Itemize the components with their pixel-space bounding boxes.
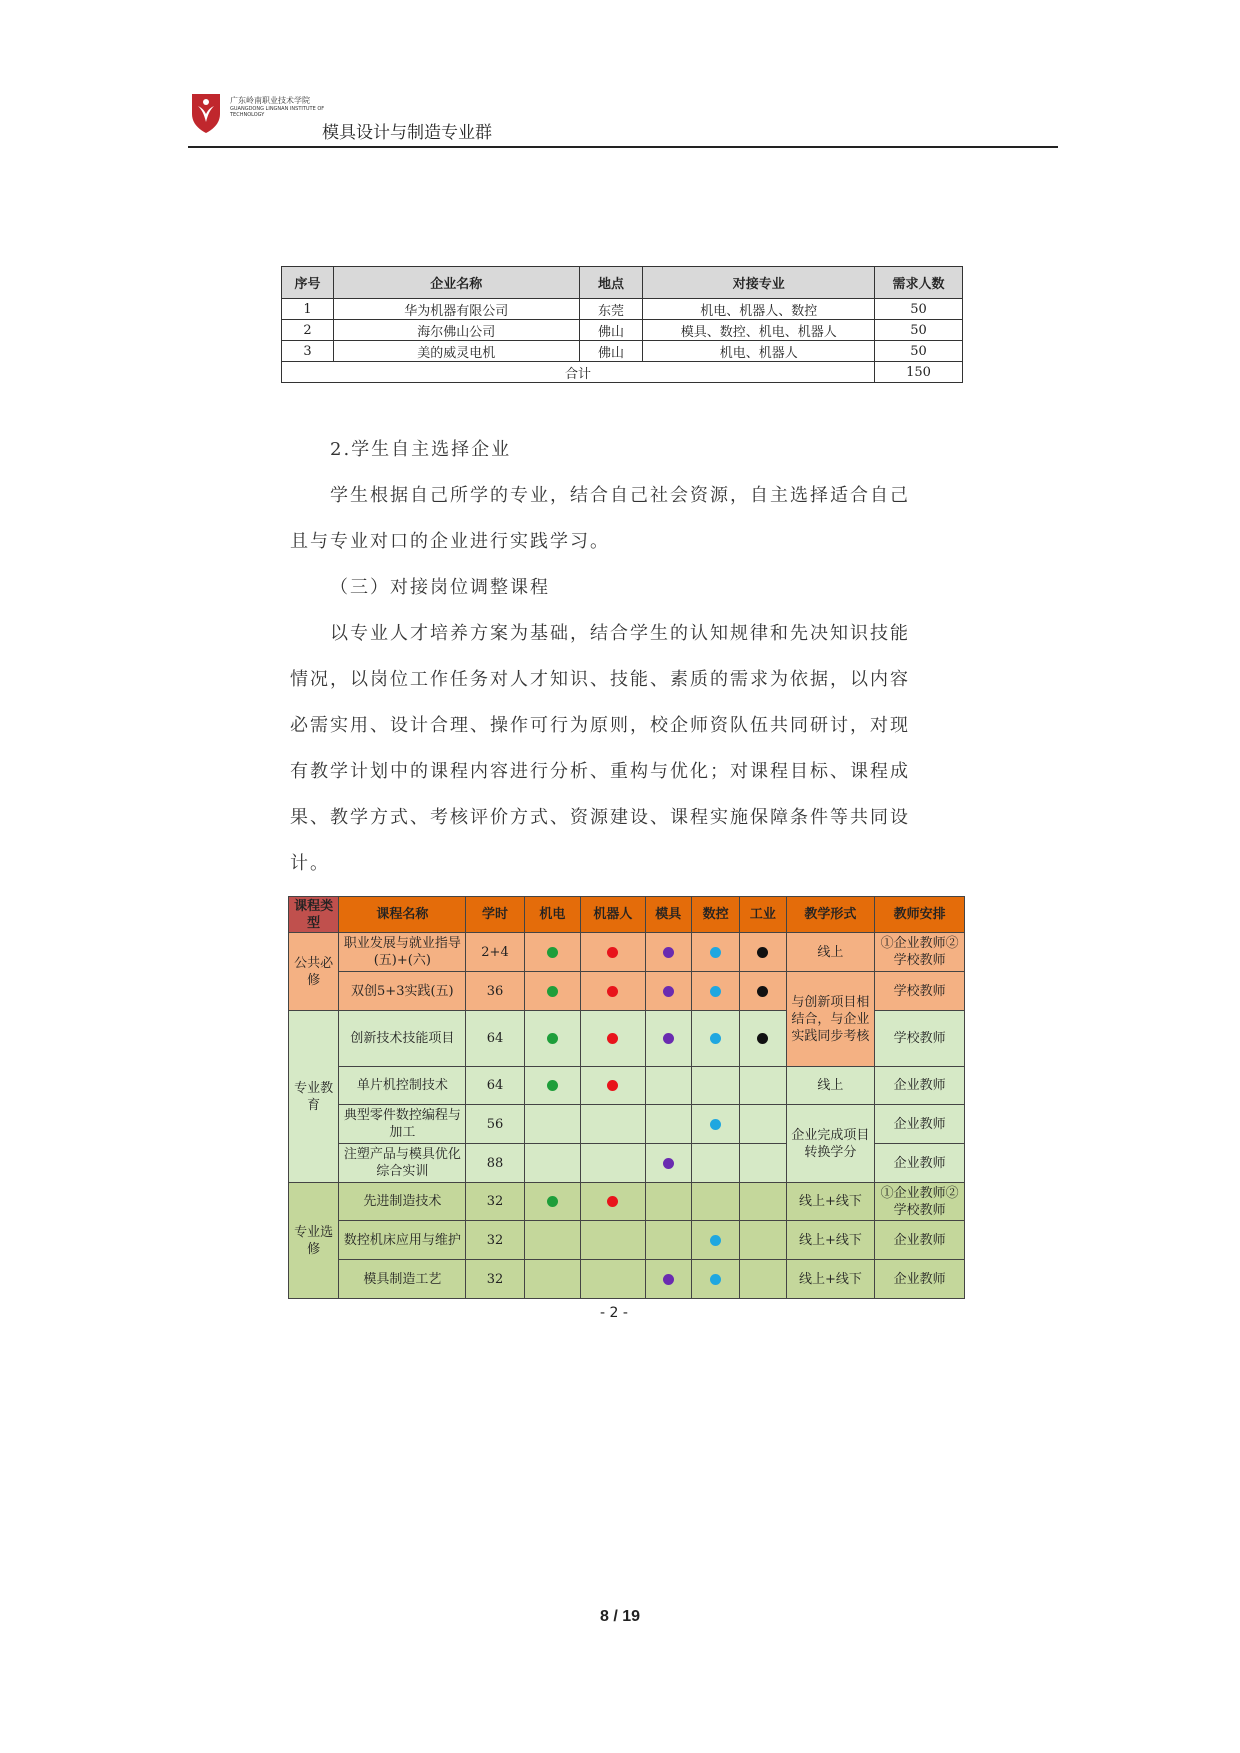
jidian-dot	[547, 1196, 558, 1207]
dot-cell	[581, 1144, 645, 1183]
course-hours: 32	[466, 1260, 524, 1299]
industry-dot	[757, 1033, 768, 1044]
paragraph-line: 以专业人才培养方案为基础，结合学生的认知规律和先决知识技能	[330, 623, 910, 644]
dot-cell	[691, 1144, 739, 1183]
teacher-arrangement: 企业教师	[875, 1067, 965, 1105]
dot-cell	[645, 1260, 691, 1299]
jidian-dot	[547, 986, 558, 997]
paragraph-line: 学生根据自己所学的专业，结合自己社会资源，自主选择适合自己	[330, 485, 910, 506]
mold-dot	[663, 947, 674, 958]
jidian-dot	[547, 1080, 558, 1091]
course-hours: 32	[466, 1221, 524, 1260]
course-table-header	[289, 897, 965, 933]
mold-dot	[663, 1274, 674, 1285]
school-name-en: GUANGDONG LINGNAN INSTITUTE OF TECHNOLOGY	[230, 106, 325, 118]
dot-cell	[645, 1221, 691, 1260]
dot-cell	[740, 1067, 786, 1105]
dot-cell	[691, 1067, 739, 1105]
dot-cell	[691, 1221, 739, 1260]
dot-cell	[581, 1067, 645, 1105]
dot-cell	[645, 1144, 691, 1183]
dot-cell	[645, 972, 691, 1011]
page-number: - 2 -	[600, 1305, 628, 1321]
course-name: 典型零件数控编程与加工	[339, 1105, 466, 1144]
total-value: 150	[875, 362, 963, 383]
table-cell: 2	[282, 320, 334, 341]
table-cell: 海尔佛山公司	[333, 320, 579, 341]
paragraph-line: 情况，以岗位工作任务对人才知识、技能、素质的需求为依据，以内容	[290, 669, 910, 690]
industry-dot	[757, 947, 768, 958]
robot-dot	[607, 986, 618, 997]
header-cell: 地点	[579, 267, 643, 299]
header-cell: 数控	[691, 897, 739, 933]
table-cell: 50	[875, 320, 963, 341]
header-title: 模具设计与制造专业群	[322, 123, 492, 143]
course-hours: 88	[466, 1144, 524, 1183]
table-cell: 佛山	[579, 320, 643, 341]
teaching-form: 企业完成项目转换学分	[786, 1105, 875, 1183]
dot-cell	[524, 1105, 580, 1144]
course-name: 模具制造工艺	[339, 1260, 466, 1299]
course-hours: 2+4	[466, 933, 524, 972]
header-cell: 需求人数	[875, 267, 963, 299]
dot-cell	[645, 1183, 691, 1221]
dot-cell	[645, 933, 691, 972]
table-row	[282, 299, 963, 320]
dot-cell	[581, 1183, 645, 1221]
table-row	[289, 972, 965, 1011]
enterprise-table	[281, 266, 963, 383]
dot-cell	[645, 1067, 691, 1105]
teaching-form: 与创新项目相结合，与企业实践同步考核	[786, 972, 875, 1067]
enterprise-table-header	[282, 267, 963, 299]
dot-cell	[524, 1260, 580, 1299]
course-hours: 56	[466, 1105, 524, 1144]
table-row	[289, 933, 965, 972]
teaching-form: 线上+线下	[786, 1221, 875, 1260]
school-name-cn: 广东岭南职业技术学院	[230, 96, 310, 105]
dot-cell	[740, 933, 786, 972]
dot-cell	[524, 972, 580, 1011]
table-row	[289, 1067, 965, 1105]
robot-dot	[607, 1196, 618, 1207]
dot-cell	[581, 933, 645, 972]
table-cell: 东莞	[579, 299, 643, 320]
header-cell: 机器人	[581, 897, 645, 933]
paragraph-line: 且与专业对口的企业进行实践学习。	[290, 531, 610, 552]
total-row	[282, 362, 963, 383]
paragraph-line: 有教学计划中的课程内容进行分析、重构与优化；对课程目标、课程成	[290, 761, 910, 782]
table-row	[282, 341, 963, 362]
dot-cell	[740, 1221, 786, 1260]
robot-dot	[607, 1033, 618, 1044]
section-heading-2: 2.学生自主选择企业	[330, 439, 512, 460]
header-cell: 教学形式	[786, 897, 875, 933]
table-row	[289, 1105, 965, 1144]
school-crest-icon	[190, 92, 222, 134]
teacher-arrangement: 企业教师	[875, 1105, 965, 1144]
dot-cell	[740, 972, 786, 1011]
dot-cell	[740, 1144, 786, 1183]
cnc-dot	[710, 1274, 721, 1285]
dot-cell	[691, 933, 739, 972]
dot-cell	[645, 1011, 691, 1067]
cnc-dot	[710, 1119, 721, 1130]
header-cell: 学时	[466, 897, 524, 933]
table-row	[289, 1260, 965, 1299]
header-cell: 机电	[524, 897, 580, 933]
dot-cell	[691, 1011, 739, 1067]
mold-dot	[663, 1033, 674, 1044]
category-cell: 公共必修	[289, 933, 339, 1011]
course-name: 创新技术技能项目	[339, 1011, 466, 1067]
robot-dot	[607, 947, 618, 958]
teacher-arrangement: 企业教师	[875, 1221, 965, 1260]
header-cell: 模具	[645, 897, 691, 933]
dot-cell	[691, 1105, 739, 1144]
header-cell: 序号	[282, 267, 334, 299]
dot-cell	[524, 1144, 580, 1183]
table-cell: 50	[875, 299, 963, 320]
course-name: 数控机床应用与维护	[339, 1221, 466, 1260]
dot-cell	[740, 1011, 786, 1067]
dot-cell	[524, 1067, 580, 1105]
cnc-dot	[710, 1033, 721, 1044]
teacher-arrangement: 学校教师	[875, 1011, 965, 1067]
table-cell: 美的威灵电机	[333, 341, 579, 362]
page-header	[188, 88, 1058, 148]
course-hours: 64	[466, 1067, 524, 1105]
table-cell: 机电、机器人	[643, 341, 875, 362]
cnc-dot	[710, 1235, 721, 1246]
table-row	[282, 320, 963, 341]
section-heading-3: （三）对接岗位调整课程	[330, 577, 550, 598]
dot-cell	[691, 1260, 739, 1299]
dot-cell	[524, 1221, 580, 1260]
dot-cell	[740, 1260, 786, 1299]
dot-cell	[581, 1221, 645, 1260]
teacher-arrangement: 学校教师	[875, 972, 965, 1011]
header-cell: 教师安排	[875, 897, 965, 933]
course-name: 注塑产品与模具优化综合实训	[339, 1144, 466, 1183]
jidian-dot	[547, 947, 558, 958]
course-hours: 64	[466, 1011, 524, 1067]
header-cell: 工业	[740, 897, 786, 933]
dot-cell	[645, 1105, 691, 1144]
table-cell: 1	[282, 299, 334, 320]
dot-cell	[691, 972, 739, 1011]
teacher-arrangement: ①企业教师②学校教师	[875, 933, 965, 972]
course-name: 先进制造技术	[339, 1183, 466, 1221]
jidian-dot	[547, 1033, 558, 1044]
teacher-arrangement: 企业教师	[875, 1144, 965, 1183]
dot-cell	[581, 1260, 645, 1299]
dot-cell	[524, 1011, 580, 1067]
industry-dot	[757, 986, 768, 997]
dot-cell	[524, 1183, 580, 1221]
category-cell: 专业教育	[289, 1011, 339, 1183]
dot-cell	[691, 1183, 739, 1221]
table-cell: 华为机器有限公司	[333, 299, 579, 320]
total-label: 合计	[282, 362, 875, 383]
table-cell: 机电、机器人、数控	[643, 299, 875, 320]
dot-cell	[581, 1011, 645, 1067]
paragraph-line: 计。	[290, 853, 330, 874]
teaching-form: 线上+线下	[786, 1260, 875, 1299]
course-table	[288, 896, 965, 1299]
teacher-arrangement: 企业教师	[875, 1260, 965, 1299]
dot-cell	[581, 1105, 645, 1144]
cnc-dot	[710, 986, 721, 997]
dot-cell	[740, 1183, 786, 1221]
teaching-form: 线上+线下	[786, 1183, 875, 1221]
table-cell: 模具、数控、机电、机器人	[643, 320, 875, 341]
teaching-form: 线上	[786, 933, 875, 972]
header-cell: 对接专业	[643, 267, 875, 299]
header-cell: 课程类型	[289, 897, 339, 933]
table-cell: 佛山	[579, 341, 643, 362]
teacher-arrangement: ①企业教师②学校教师	[875, 1183, 965, 1221]
table-cell: 50	[875, 341, 963, 362]
course-name: 双创5+3实践(五)	[339, 972, 466, 1011]
table-row	[289, 1221, 965, 1260]
paragraph-line: 必需实用、设计合理、操作可行为原则，校企师资队伍共同研讨，对现	[290, 715, 910, 736]
dot-cell	[581, 972, 645, 1011]
paragraph-line: 果、教学方式、考核评价方式、资源建设、课程实施保障条件等共同设	[290, 807, 910, 828]
pdf-pager: 8 / 19	[599, 1608, 641, 1625]
course-name: 单片机控制技术	[339, 1067, 466, 1105]
header-cell: 课程名称	[339, 897, 466, 933]
mold-dot	[663, 986, 674, 997]
table-row	[289, 1183, 965, 1221]
cnc-dot	[710, 947, 721, 958]
header-cell: 企业名称	[333, 267, 579, 299]
teaching-form: 线上	[786, 1067, 875, 1105]
table-cell: 3	[282, 341, 334, 362]
dot-cell	[524, 933, 580, 972]
course-hours: 36	[466, 972, 524, 1011]
category-cell: 专业选修	[289, 1183, 339, 1299]
dot-cell	[740, 1105, 786, 1144]
course-hours: 32	[466, 1183, 524, 1221]
course-name: 职业发展与就业指导(五)+(六)	[339, 933, 466, 972]
robot-dot	[607, 1080, 618, 1091]
mold-dot	[663, 1158, 674, 1169]
